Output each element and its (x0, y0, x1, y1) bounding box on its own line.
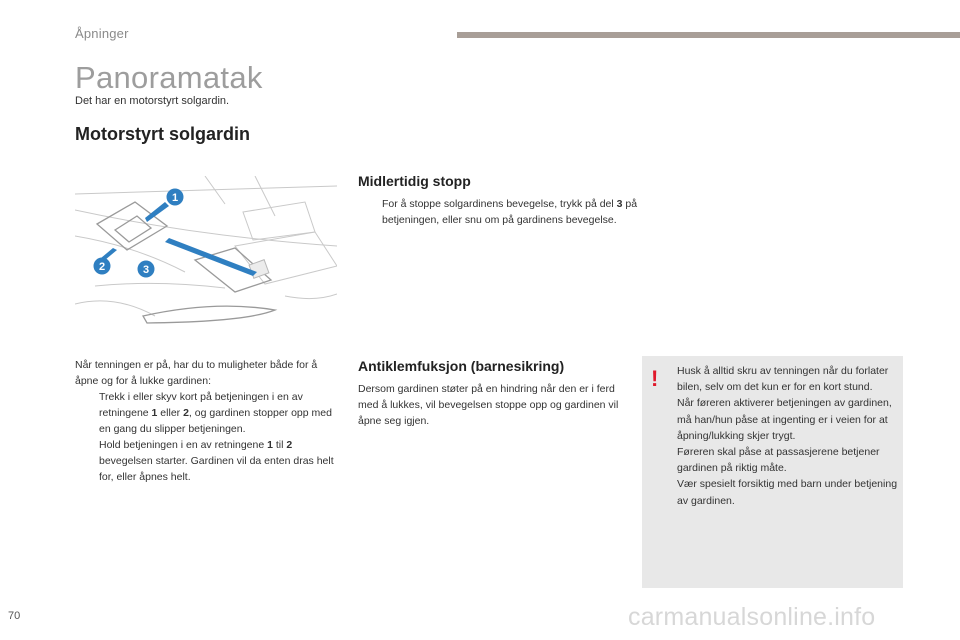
option-bullet-1: Trekk i eller skyv kort på betjeningen i en av retningene 1 eller 2, og gardinen stopper opp med en gang du slipper betjeningen. (99, 391, 332, 435)
warning-line: Husk å alltid skru av tenningen når du forlater bilen, selv om det kun er for en kort stund. (677, 365, 889, 394)
warning-line: Når føreren aktiverer betjeningen av gardinen, må han/hun påse at ingenting er i veien for at åpning/lukking skjer trygt. (677, 397, 892, 442)
section-label: Åpninger (75, 26, 129, 41)
stop-bullet: For å stoppe solgardinens bevegelse, trykk på del 3 på betjeningen, eller snu om på gardinens bevegelse. (382, 198, 638, 226)
intro-text: Det har en motorstyrt solgardin. (75, 95, 230, 107)
callout-2-label: 2 (98, 261, 106, 273)
warning-line: Føreren skal påse at passasjerene betjener gardinen på riktig måte. (677, 446, 880, 475)
sunblind-control-illustration (75, 176, 337, 324)
callout-1 (167, 189, 184, 206)
left-column (75, 357, 337, 485)
warning-text (677, 363, 899, 509)
page-title: Panoramatak (75, 60, 263, 95)
warning-icon: ! (651, 366, 659, 391)
stop-heading: Midlertidig stopp (358, 173, 471, 189)
watermark: carmanualsonline.info (628, 603, 876, 631)
options-lead: Når tenningen er på, har du to muligheter både for å åpne og for å lukke gardinen: (75, 359, 318, 387)
section-heading: Motorstyrt solgardin (75, 124, 251, 144)
callout-3 (138, 261, 155, 278)
anti-pinch-text: Dersom gardinen støter på en hindring når den er i ferd med å lukkes, vil bevegelsen stoppe opp og gardinen vil åpne seg igjen. (358, 383, 619, 427)
callout-1-label: 1 (171, 192, 179, 204)
callout-3-label: 3 (142, 264, 150, 276)
warning-line: Vær spesielt forsiktig med barn under betjening av gardinen. (677, 478, 898, 507)
header-bar (457, 32, 960, 38)
page-number: 70 (8, 610, 21, 622)
anti-pinch-heading: Antiklemfuksjon (barnesikring) (358, 358, 565, 374)
callout-2 (94, 258, 111, 275)
option-bullet-2: Hold betjeningen i en av retningene 1 til 2 bevegelsen starter. Gardinen vil da enten dras helt for, eller åpnes helt. (99, 439, 334, 483)
